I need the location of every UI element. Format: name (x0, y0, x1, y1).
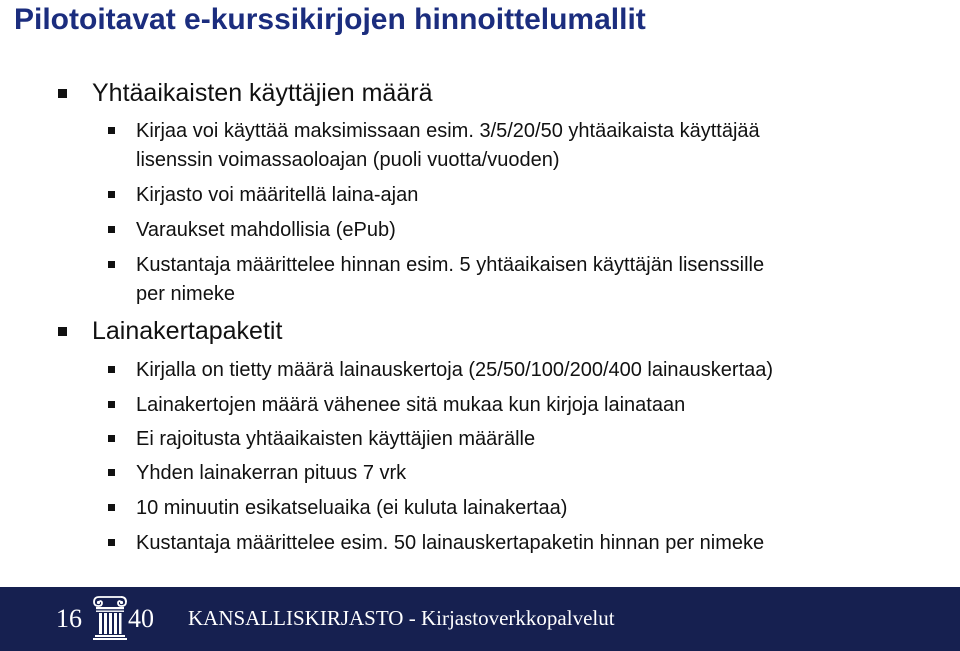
list-item-text: Kirjasto voi määritellä laina-ajan (136, 184, 419, 206)
section-heading-text: Lainakertapaketit (92, 317, 283, 345)
list-item-text: Ei rajoitusta yhtäaikaisten käyttäjien määrälle (136, 428, 536, 450)
square-bullet-icon (108, 469, 115, 476)
square-bullet-icon (58, 89, 67, 98)
footer-organization-text: KANSALLISKIRJASTO - Kirjastoverkkopalvelut (188, 606, 615, 630)
section-heading-text: Yhtäaikaisten käyttäjien määrä (92, 79, 433, 107)
square-bullet-icon (108, 366, 115, 373)
square-bullet-icon (108, 226, 115, 233)
logo-year-left: 16 (56, 604, 82, 633)
square-bullet-icon (108, 401, 115, 408)
list-item (108, 459, 928, 488)
list-item-text: Kirjalla on tietty määrä lainauskertoja (25/50/100/200/400 lainauskertaa) (136, 359, 774, 381)
list-item-text: 10 minuutin esikatseluaika (ei kuluta lainakertaa) (136, 497, 568, 519)
list-item-text: Yhden lainakerran pituus 7 vrk (136, 462, 407, 484)
list-item-text: Kustantaja määrittelee esim. 50 lainauskertapaketin hinnan per nimeke (136, 532, 765, 554)
library-logo (56, 593, 164, 643)
list-item (108, 117, 928, 175)
list-item (108, 216, 928, 245)
list-item-text: Varaukset mahdollisia (ePub) (136, 219, 396, 241)
square-bullet-icon (108, 261, 115, 268)
square-bullet-icon (108, 191, 115, 198)
logo-year-right: 40 (128, 604, 154, 633)
square-bullet-icon (58, 327, 67, 336)
list-item (108, 391, 928, 420)
footer-bar (0, 587, 960, 651)
list-item-continuation: lisenssin voimassaoloajan (puoli vuotta/vuoden) (136, 149, 560, 171)
list-item-text: Kustantaja määrittelee hinnan esim. 5 yhtäaikaisen käyttäjän lisenssille (136, 254, 765, 276)
ionic-column-emblem-icon (90, 596, 130, 640)
slide-title: Pilotoitavat e-kurssikirjojen hinnoittelumallit (14, 3, 646, 36)
section-heading-concurrent-users (58, 78, 432, 108)
list-item (108, 356, 928, 385)
square-bullet-icon (108, 127, 115, 134)
list-item (108, 181, 928, 210)
list-item (108, 529, 928, 558)
list-item (108, 425, 928, 454)
list-item (108, 251, 928, 309)
list-item-continuation: per nimeke (136, 283, 235, 305)
list-item-text: Lainakertojen määrä vähenee sitä mukaa kun kirjoja lainataan (136, 394, 686, 416)
list-item (108, 494, 928, 523)
square-bullet-icon (108, 504, 115, 511)
square-bullet-icon (108, 539, 115, 546)
section-heading-loan-packages (58, 316, 282, 346)
list-item-text: Kirjaa voi käyttää maksimissaan esim. 3/5/20/50 yhtäaikaista käyttäjää (136, 120, 760, 142)
square-bullet-icon (108, 435, 115, 442)
